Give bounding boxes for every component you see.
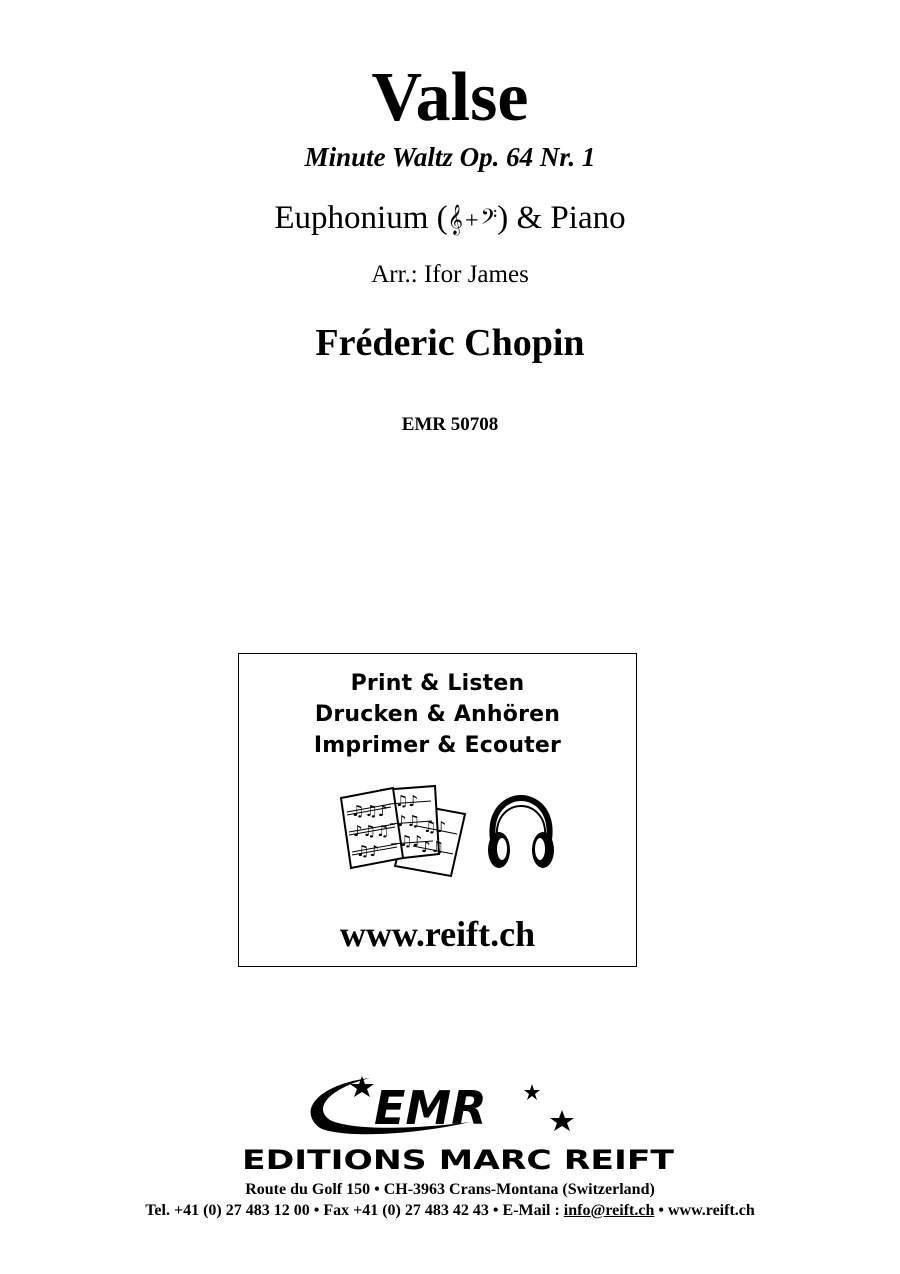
emr-logo-text: EMR bbox=[374, 1081, 487, 1135]
publisher-name bbox=[238, 1141, 678, 1175]
title: Valse bbox=[371, 59, 529, 136]
emr-logo bbox=[300, 1072, 600, 1138]
svg-text:♫♪: ♫♪ bbox=[356, 842, 380, 860]
instrumentation-before: Euphonium ( bbox=[274, 200, 448, 236]
svg-text:♫♫♪: ♫♫♪ bbox=[351, 802, 388, 820]
svg-text:♪♫: ♪♫ bbox=[421, 838, 445, 856]
headphones-icon bbox=[483, 794, 559, 874]
print-listen-box bbox=[238, 653, 637, 967]
svg-text:♫♪: ♫♪ bbox=[395, 792, 419, 810]
promo-line-de: Drucken & Anhören bbox=[314, 702, 561, 727]
footer-address: Route du Golf 150 • CH-3963 Crans-Montana (Switzerland) bbox=[245, 1181, 655, 1198]
bass-clef-icon: 𝄢 bbox=[480, 205, 498, 235]
svg-text:♪♫♫: ♪♫♫ bbox=[353, 822, 390, 840]
instrumentation-plus: + bbox=[465, 208, 479, 234]
svg-text:♫♪: ♫♪ bbox=[399, 832, 423, 850]
composer: Fréderic Chopin bbox=[315, 322, 585, 364]
footer-contact-prefix: Tel. +41 (0) 27 483 12 00 • Fax +41 (0) 27 483 42 43 • E-Mail : bbox=[145, 1202, 564, 1219]
publisher-name-text: EDITIONS MARC REIFT bbox=[242, 1145, 675, 1175]
promo-line-en: Print & Listen bbox=[350, 671, 525, 696]
svg-text:♫♪: ♫♪ bbox=[423, 818, 447, 836]
instrumentation bbox=[0, 197, 900, 242]
treble-clef-icon: 𝄞 bbox=[447, 205, 463, 235]
footer-email-link[interactable]: info@reift.ch bbox=[563, 1202, 655, 1219]
promo-website[interactable]: www.reift.ch bbox=[339, 914, 536, 954]
promo-line-fr: Imprimer & Ecouter bbox=[313, 733, 562, 758]
sheet-music-icon bbox=[337, 784, 469, 880]
footer-contact bbox=[0, 1201, 900, 1221]
catalog-number: EMR 50708 bbox=[401, 414, 499, 435]
svg-text:♪♫: ♪♫ bbox=[397, 812, 421, 830]
footer-contact-suffix: • www.reift.ch bbox=[654, 1202, 755, 1219]
instrumentation-after: ) & Piano bbox=[497, 200, 626, 236]
subtitle: Minute Waltz Op. 64 Nr. 1 bbox=[304, 142, 596, 172]
arranger: Arr.: Ifor James bbox=[371, 261, 529, 288]
